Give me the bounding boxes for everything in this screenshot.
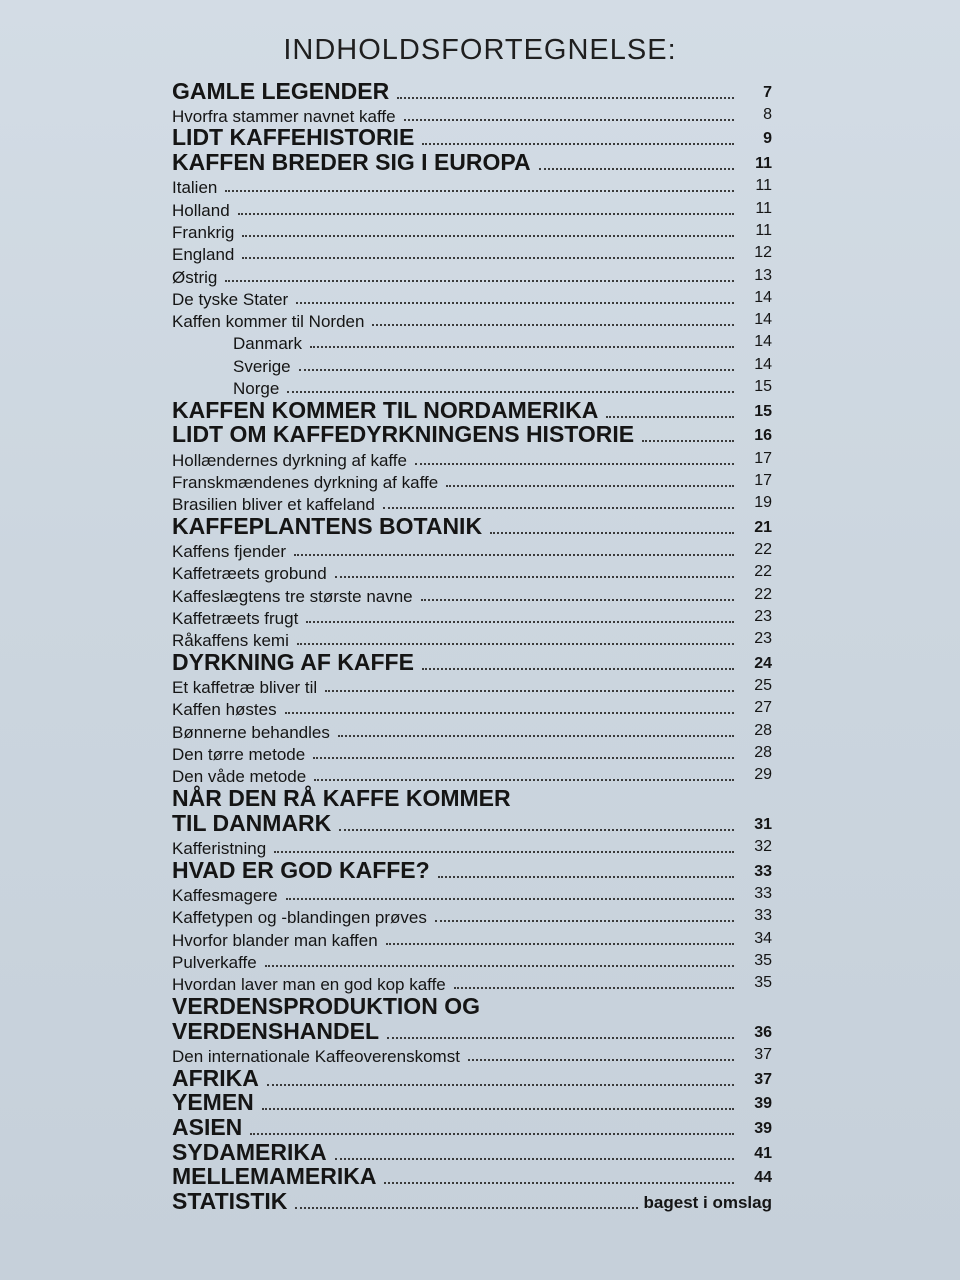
toc-entry-page: 11: [755, 221, 772, 239]
dot-leader: [438, 874, 734, 878]
dot-leader: [325, 688, 734, 692]
dot-leader: [642, 438, 734, 442]
toc-entry-label: Kaffens fjender: [172, 542, 287, 562]
dot-leader: [338, 733, 734, 737]
toc-entry: [172, 286, 772, 308]
toc-entry-page: 12: [754, 244, 772, 262]
toc-entry-page: 15: [754, 378, 772, 396]
dot-leader: [446, 483, 734, 487]
toc-entry: [172, 785, 772, 810]
toc-entry-label: DYRKNING AF KAFFE: [172, 648, 414, 675]
toc-entry-label: Hvorfra stammer navnet kaffe: [172, 106, 396, 126]
dot-leader: [335, 1156, 734, 1160]
toc-entry-page: 28: [754, 721, 772, 739]
dot-leader: [225, 188, 734, 192]
toc-entry-label: STATISTIK: [172, 1187, 288, 1214]
toc-entry-page: 31: [754, 815, 772, 833]
toc-entry: [172, 810, 772, 835]
toc-entry: [172, 469, 772, 491]
toc-entry: [172, 422, 772, 447]
toc-entry-page: 7: [763, 83, 772, 101]
dot-leader: [306, 619, 734, 623]
toc-entry-page: 9: [763, 130, 772, 148]
dot-leader: [267, 1082, 734, 1086]
toc-entry-label: Kaffetypen og -blandingen prøves: [172, 908, 427, 928]
dot-leader: [606, 414, 734, 418]
toc-entry-label: De tyske Stater: [172, 289, 289, 309]
toc-entry: [172, 674, 772, 696]
toc-entry-label: Kaffetræets frugt: [172, 608, 299, 628]
toc-entry-label: England: [172, 245, 235, 265]
toc-entry: [172, 263, 772, 285]
dot-leader: [274, 849, 734, 853]
toc-entry: [172, 1188, 772, 1213]
dot-leader: [383, 505, 734, 509]
toc-entry-label: NÅR DEN RÅ KAFFE KOMMER: [172, 784, 511, 811]
toc-entry-page: 24: [754, 654, 772, 672]
toc-entry-label: Kaffetræets grobund: [172, 564, 327, 584]
toc-entry: [172, 78, 772, 103]
dot-leader: [468, 1057, 734, 1061]
toc-entry: [172, 219, 772, 241]
toc-entry-page: 35: [754, 951, 772, 969]
dot-leader: [386, 941, 734, 945]
dot-leader: [454, 985, 734, 989]
toc-entry-page: 23: [754, 630, 772, 648]
toc-entry-label: SYDAMERIKA: [172, 1138, 327, 1165]
dot-leader: [422, 141, 734, 145]
toc-entry-label: Frankrig: [172, 222, 235, 242]
dot-leader: [310, 344, 734, 348]
dot-leader: [335, 574, 734, 578]
dot-leader: [387, 1035, 734, 1039]
toc-entry: [172, 971, 772, 993]
toc-entry-label: Et kaffetræ bliver til: [172, 678, 318, 698]
toc-entry-label: Hollændernes dyrkning af kaffe: [172, 450, 407, 470]
toc-entry: [172, 649, 772, 674]
toc-entry: [172, 1065, 772, 1090]
toc-entry: [172, 605, 772, 627]
toc-entry: [172, 538, 772, 560]
dot-leader: [384, 1180, 734, 1184]
toc-entry-label: VERDENSPRODUKTION OG: [172, 992, 480, 1019]
dot-leader: [265, 963, 734, 967]
toc-entry: [172, 330, 772, 352]
toc-entry-label: Kaffen høstes: [172, 700, 277, 720]
toc-entry-page: 27: [754, 699, 772, 717]
toc-entry-page: 28: [754, 743, 772, 761]
toc-entry-label: Sverige: [233, 356, 291, 376]
toc-entry: [172, 375, 772, 397]
toc-entry-label: GAMLE LEGENDER: [172, 77, 390, 104]
toc-entry-page: 29: [754, 766, 772, 784]
toc-entry: [172, 491, 772, 513]
page-title: INDHOLDSFORTEGNELSE:: [283, 34, 677, 66]
dot-leader: [539, 166, 734, 170]
toc-entry-page: 25: [754, 677, 772, 695]
toc-entry-label: YEMEN: [172, 1089, 254, 1116]
toc-entry-page: 17: [754, 471, 772, 489]
toc-entry: [172, 949, 772, 971]
toc-entry: [172, 763, 772, 785]
toc-entry-page: 14: [754, 288, 772, 306]
toc-entry: [172, 926, 772, 948]
dot-leader: [287, 389, 734, 393]
toc-entry-label: ASIEN: [172, 1113, 243, 1140]
toc-entry-label: Italien: [172, 178, 218, 198]
toc-entry-page: 21: [754, 518, 772, 536]
toc-entry: [172, 1090, 772, 1115]
toc-entry: [172, 904, 772, 926]
toc-entry-page: 36: [754, 1023, 772, 1041]
dot-leader: [314, 777, 734, 781]
toc-entry: [172, 882, 772, 904]
toc-entry: [172, 308, 772, 330]
toc-entry-page: 39: [754, 1119, 772, 1137]
toc-entry-page: 34: [754, 929, 772, 947]
dot-leader: [294, 552, 734, 556]
toc-entry: [172, 125, 772, 150]
toc-entry-page: 14: [754, 355, 772, 373]
dot-leader: [238, 211, 734, 215]
toc-entry: [172, 718, 772, 740]
toc-entry: [172, 835, 772, 857]
table-of-contents: [172, 78, 772, 1213]
toc-entry-label: Kafferistning: [172, 839, 267, 859]
toc-entry: [172, 582, 772, 604]
toc-entry-page: 17: [754, 449, 772, 467]
toc-entry: [172, 1164, 772, 1189]
toc-entry-page: 33: [754, 862, 772, 880]
toc-entry-page: 33: [754, 907, 772, 925]
toc-entry-label: KAFFEN BREDER SIG I EUROPA: [172, 149, 531, 176]
toc-entry: [172, 352, 772, 374]
toc-entry-label: Råkaffens kemi: [172, 631, 289, 651]
toc-entry-label: HVAD ER GOD KAFFE?: [172, 856, 430, 883]
toc-entry-label: Hvorfor blander man kaffen: [172, 930, 378, 950]
toc-entry-label: VERDENSHANDEL: [172, 1017, 380, 1044]
dot-leader: [415, 461, 734, 465]
dot-leader: [242, 233, 734, 237]
toc-entry: [172, 241, 772, 263]
toc-entry: [172, 993, 772, 1018]
dot-leader: [422, 666, 734, 670]
dot-leader: [299, 367, 734, 371]
toc-entry-label: Franskmændenes dyrkning af kaffe: [172, 472, 439, 492]
toc-entry-label: LIDT OM KAFFEDYRKNINGENS HISTORIE: [172, 421, 635, 448]
toc-entry: [172, 103, 772, 125]
toc-entry: [172, 696, 772, 718]
toc-entry-page: 44: [754, 1169, 772, 1187]
toc-entry-label: Den våde metode: [172, 767, 307, 787]
dot-leader: [296, 300, 734, 304]
toc-entry-label: Norge: [233, 379, 280, 399]
dot-leader: [295, 1205, 637, 1209]
dot-leader: [397, 95, 734, 99]
toc-entry: [172, 560, 772, 582]
toc-entry-page: 11: [755, 177, 772, 195]
toc-entry: [172, 397, 772, 422]
toc-entry-label: MELLEMAMERIKA: [172, 1163, 377, 1190]
dot-leader: [490, 530, 734, 534]
toc-entry-page: 19: [754, 494, 772, 512]
toc-entry: [172, 1114, 772, 1139]
dot-leader: [297, 641, 734, 645]
toc-entry-label: TIL DANMARK: [172, 809, 332, 836]
toc-entry-label: Hvordan laver man en god kop kaffe: [172, 975, 446, 995]
toc-entry-page: 11: [755, 155, 772, 173]
dot-leader: [435, 918, 734, 922]
toc-entry: [172, 1018, 772, 1043]
toc-entry-label: LIDT KAFFEHISTORIE: [172, 124, 415, 151]
toc-entry-label: Brasilien bliver et kaffeland: [172, 495, 375, 515]
toc-entry-page: 22: [754, 585, 772, 603]
toc-entry-page: 14: [754, 333, 772, 351]
dot-leader: [372, 322, 734, 326]
toc-entry: [172, 149, 772, 174]
toc-entry-page: 33: [754, 885, 772, 903]
toc-entry: [172, 196, 772, 218]
toc-entry-page: bagest i omslag: [643, 1192, 772, 1212]
toc-entry-label: Kaffen kommer til Norden: [172, 312, 365, 332]
dot-leader: [285, 710, 734, 714]
toc-entry: [172, 513, 772, 538]
toc-entry-label: Østrig: [172, 267, 218, 287]
toc-entry-page: 8: [763, 105, 772, 123]
dot-leader: [421, 597, 734, 601]
toc-entry-label: Bønnerne behandles: [172, 722, 330, 742]
toc-entry-page: 37: [754, 1046, 772, 1064]
toc-entry-page: 32: [754, 838, 772, 856]
toc-entry-label: Kaffesmagere: [172, 886, 278, 906]
toc-entry-page: 41: [754, 1144, 772, 1162]
toc-entry-page: 35: [754, 974, 772, 992]
toc-entry-page: 39: [754, 1095, 772, 1113]
dot-leader: [313, 755, 734, 759]
toc-entry-label: KAFFEPLANTENS BOTANIK: [172, 512, 483, 539]
toc-entry-page: 22: [754, 563, 772, 581]
dot-leader: [339, 827, 734, 831]
toc-entry-page: 15: [754, 402, 772, 420]
toc-entry-label: Holland: [172, 200, 230, 220]
toc-entry-page: 37: [754, 1070, 772, 1088]
toc-entry-label: Den internationale Kaffeoverenskomst: [172, 1047, 460, 1067]
dot-leader: [262, 1106, 734, 1110]
toc-entry: [172, 741, 772, 763]
dot-leader: [286, 896, 734, 900]
toc-entry: [172, 857, 772, 882]
toc-entry-label: AFRIKA: [172, 1064, 259, 1091]
toc-entry-page: 23: [754, 607, 772, 625]
dot-leader: [242, 255, 734, 259]
toc-entry-label: Den tørre metode: [172, 744, 306, 764]
toc-entry-page: 11: [755, 199, 772, 217]
dot-leader: [225, 278, 734, 282]
toc-entry: [172, 446, 772, 468]
toc-entry-label: Pulverkaffe: [172, 952, 257, 972]
toc-entry-page: 16: [754, 427, 772, 445]
toc-entry-label: Kaffeslægtens tre største navne: [172, 586, 413, 606]
toc-entry: [172, 1139, 772, 1164]
toc-entry: [172, 627, 772, 649]
toc-entry-page: 14: [754, 311, 772, 329]
toc-entry: [172, 1043, 772, 1065]
dot-leader: [250, 1131, 734, 1135]
toc-entry-page: 13: [754, 266, 772, 284]
toc-entry-page: 22: [754, 541, 772, 559]
dot-leader: [404, 117, 734, 121]
toc-entry: [172, 174, 772, 196]
toc-entry-label: Danmark: [233, 334, 302, 354]
toc-entry-label: KAFFEN KOMMER TIL NORDAMERIKA: [172, 396, 599, 423]
